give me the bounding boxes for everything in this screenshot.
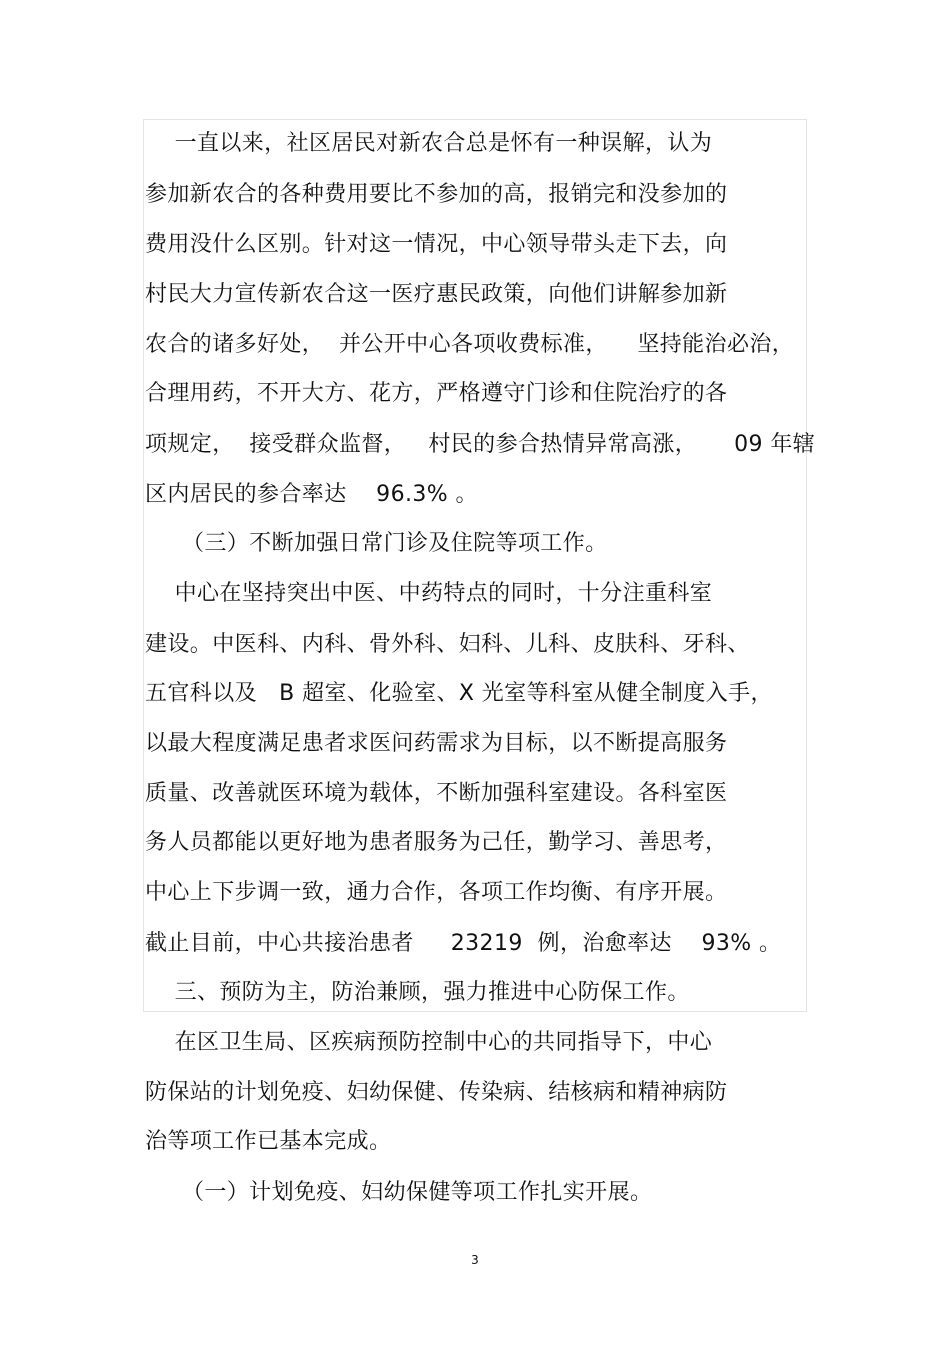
text-line: 以最大程度满足患者求医问药需求为目标，以不断提高服务 — [145, 731, 728, 756]
text-line: 五官科以及 B 超室、化验室、X 光室等科室从健全制度入手， — [145, 681, 773, 706]
text-line: 截止目前，中心共接治患者 23219 例，治愈率达 93% 。 — [145, 931, 782, 956]
section-heading: （一）计划免疫、妇幼保健等项工作扎实开展。 — [145, 1180, 653, 1205]
page-number: 3 — [471, 1253, 479, 1267]
text-line: 合理用药，不开大方、花方，严格遵守门诊和住院治疗的各 — [145, 381, 728, 406]
text-line: 在区卫生局、区疾病预防控制中心的共同指导下，中心 — [145, 1030, 713, 1055]
text-line: 村民大力宣传新农合这一医疗惠民政策，向他们讲解参加新 — [145, 282, 728, 307]
text-line: 防保站的计划免疫、妇幼保健、传染病、结核病和精神病防 — [145, 1080, 728, 1105]
text-line: 农合的诸多好处， 并公开中心各项收费标准， 坚持能治必治， — [145, 332, 795, 357]
section-heading: （三）不断加强日常门诊及住院等项工作。 — [145, 531, 608, 556]
text-line: 一直以来，社区居民对新农合总是怀有一种误解，认为 — [145, 131, 713, 156]
text-line: 质量、改善就医环境为载体，不断加强科室建设。各科室医 — [145, 781, 728, 806]
text-line: 区内居民的参合率达 96.3% 。 — [145, 482, 478, 507]
text-line: 中心在坚持突出中医、中药特点的同时，十分注重科室 — [145, 581, 713, 606]
text-line: 治等项工作已基本完成。 — [145, 1129, 392, 1154]
text-line: 参加新农合的各种费用要比不参加的高，报销完和没参加的 — [145, 182, 728, 207]
section-heading: 三、预防为主，防治兼顾，强力推进中心防保工作。 — [145, 980, 690, 1005]
text-line: 项规定， 接受群众监督， 村民的参合热情异常高涨， 09 年辖 — [145, 432, 816, 457]
text-line: 务人员都能以更好地为患者服务为己任，勤学习、善思考， — [145, 830, 728, 855]
text-line: 建设。中医科、内科、骨外科、妇科、儿科、皮肤科、牙科、 — [145, 632, 750, 657]
text-line: 中心上下步调一致，通力合作，各项工作均衡、有序开展。 — [145, 880, 728, 905]
text-line: 费用没什么区别。针对这一情况，中心领导带头走下去，向 — [145, 232, 728, 257]
